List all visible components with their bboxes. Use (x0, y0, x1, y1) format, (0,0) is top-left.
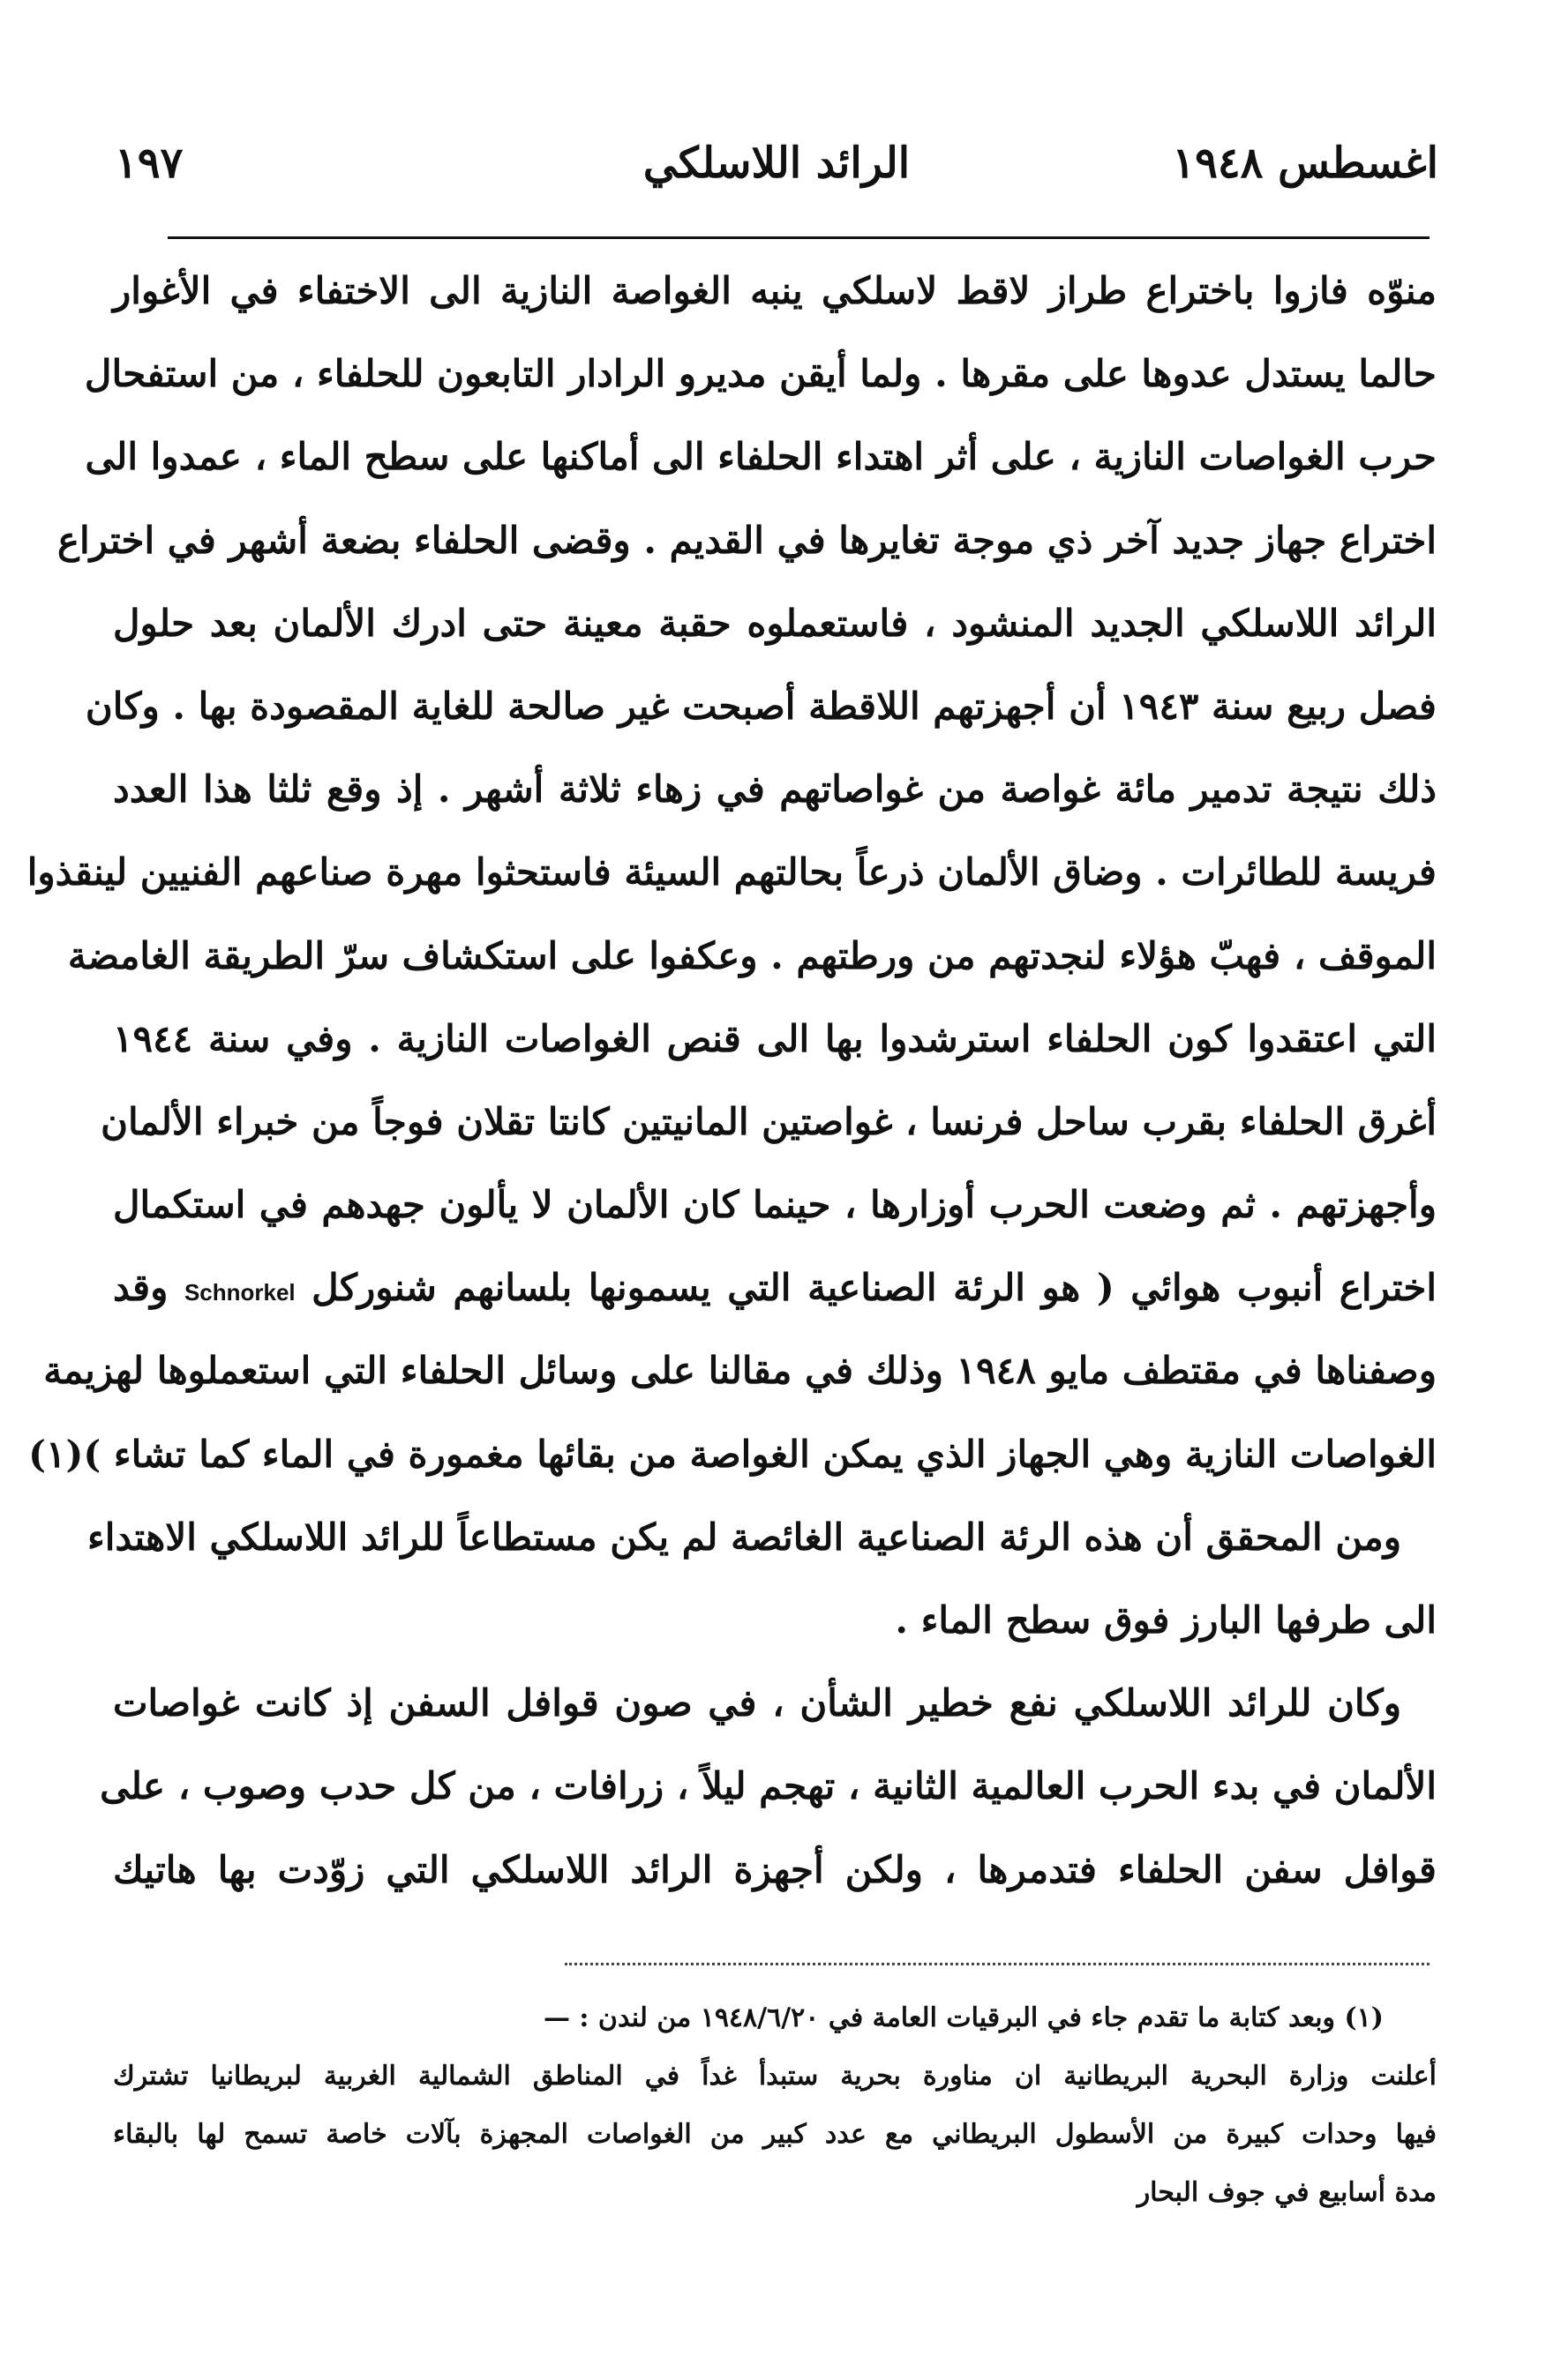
footnotes (113, 1989, 1437, 2222)
footnote-line: فيها وحدات كبيرة من الأسطول البريطاني مع عدد كبير من الغواصات المجهزة بآلات خاصة تسمح لها بالبقاء (113, 2119, 1437, 2150)
body-line: وكان للرائد اللاسلكي نفع خطير الشأن ، في صون قوافل السفن إذ كانت غواصات (113, 1681, 1401, 1725)
body-line: اختراع أنبوب هوائي ( هو الرئة الصناعية التي يسمونها بلسانهم شنوركل Schnorkel وقد (113, 1266, 1437, 1310)
body-line: أغرق الحلفاء بقرب ساحل فرنسا ، غواصتين المانيتين كانتا تقلان فوجاً من خبراء الألمان (101, 1099, 1437, 1143)
latin-term: Schnorkel (184, 1279, 296, 1306)
body-line: التي اعتقدوا كون الحلفاء استرشدوا بها الى قنص الغواصات النازية . وفي سنة ١٩٤٤ (113, 1016, 1437, 1060)
body-line: حالما يستدل عدوها على مقرها . ولما أيقن مديرو الرادار التابعون للحلفاء ، من استفحال (84, 352, 1437, 396)
body-line: حرب الغواصات النازية ، على أثر اهتداء الحلفاء الى أماكنها على سطح الماء ، عمدوا الى (85, 435, 1437, 479)
body-line: الألمان في بدء الحرب العالمية الثانية ، تهجم ليلاً ، زرافات ، من كل حدب وصوب ، على (100, 1764, 1437, 1808)
body-line: منوّه فازوا باختراع طراز لاقط لاسلكي ينبه الغواصة النازية الى الاختفاء في الأغوار (113, 269, 1437, 312)
body-line: فصل ربيع سنة ١٩٤٣ أن أجهزتهم اللاقطة أصبحت غير صالحة للغاية المقصودة بها . وكان (85, 684, 1437, 728)
running-header (115, 123, 1438, 203)
body-line: فريسة للطائرات . وضاق الألمان ذرعاً بحالتهم السيئة فاستحثوا مهرة صناعهم الفنيين لينقذوا (26, 850, 1437, 894)
body-line: قوافل سفن الحلفاء فتدمرها ، ولكن أجهزة الرائد اللاسلكي التي زوّدت بها هاتيك (113, 1847, 1437, 1891)
header-title: الرائد اللاسلكي (642, 138, 911, 188)
body-line: اختراع جهاز جديد آخر ذي موجة تغايرها في القديم . وقضى الحلفاء بضعة أشهر في اختراع (56, 518, 1437, 562)
footnote-line: (١) وبعد كتابة ما تقدم جاء في البرقيات العامة في ١٩٤٨/٦/٢٠ من لندن : — (543, 2002, 1384, 2033)
body-line: الموقف ، فهبّ هؤلاء لنجدتهم من ورطتهم . وعكفوا على استكشاف سرّ الطريقة الغامضة (67, 933, 1437, 977)
article-body (26, 250, 1437, 1912)
footnote-line: أعلنت وزارة البحرية البريطانية ان مناورة بحرية ستبدأ غداً في المناطق الشمالية الغربية لبريطانيا تشترك (113, 2061, 1437, 2092)
header-date: اغسطس ١٩٤٨ (1172, 138, 1438, 188)
body-line: ذلك نتيجة تدمير مائة غواصة من غواصاتهم في زهاء ثلاثة أشهر . إذ وقع ثلثا هذا العدد (113, 767, 1437, 812)
body-line: وصفناها في مقتطف مايو ١٩٤٨ وذلك في مقالنا على وسائل الحلفاء التي استعملوها لهزيمة (43, 1349, 1437, 1393)
header-divider (168, 236, 1430, 239)
page-number: ١٩٧ (115, 138, 184, 188)
body-line: ومن المحقق أن هذه الرئة الصناعية الغائصة لم يكن مستطاعاً للرائد اللاسلكي الاهتداء (86, 1515, 1401, 1559)
footnote-line: مدة أسابيع في جوف البحار (1137, 2177, 1437, 2208)
body-line: وأجهزتهم . ثم وضعت الحرب أوزارها ، حينما كان الألمان لا يألون جهدهم في استكمال (113, 1183, 1437, 1227)
body-line: الرائد اللاسلكي الجديد المنشود ، فاستعملوه حقبة معينة حتى ادرك الألمان بعد حلول (113, 601, 1437, 645)
footnote-divider (565, 1963, 1430, 1965)
body-line: الغواصات النازية وهي الجهاز الذي يمكن الغواصة من بقائها مغمورة في الماء كما تشاء )(١) (28, 1432, 1437, 1476)
body-line: الى طرفها البارز فوق سطح الماء . (895, 1598, 1437, 1642)
